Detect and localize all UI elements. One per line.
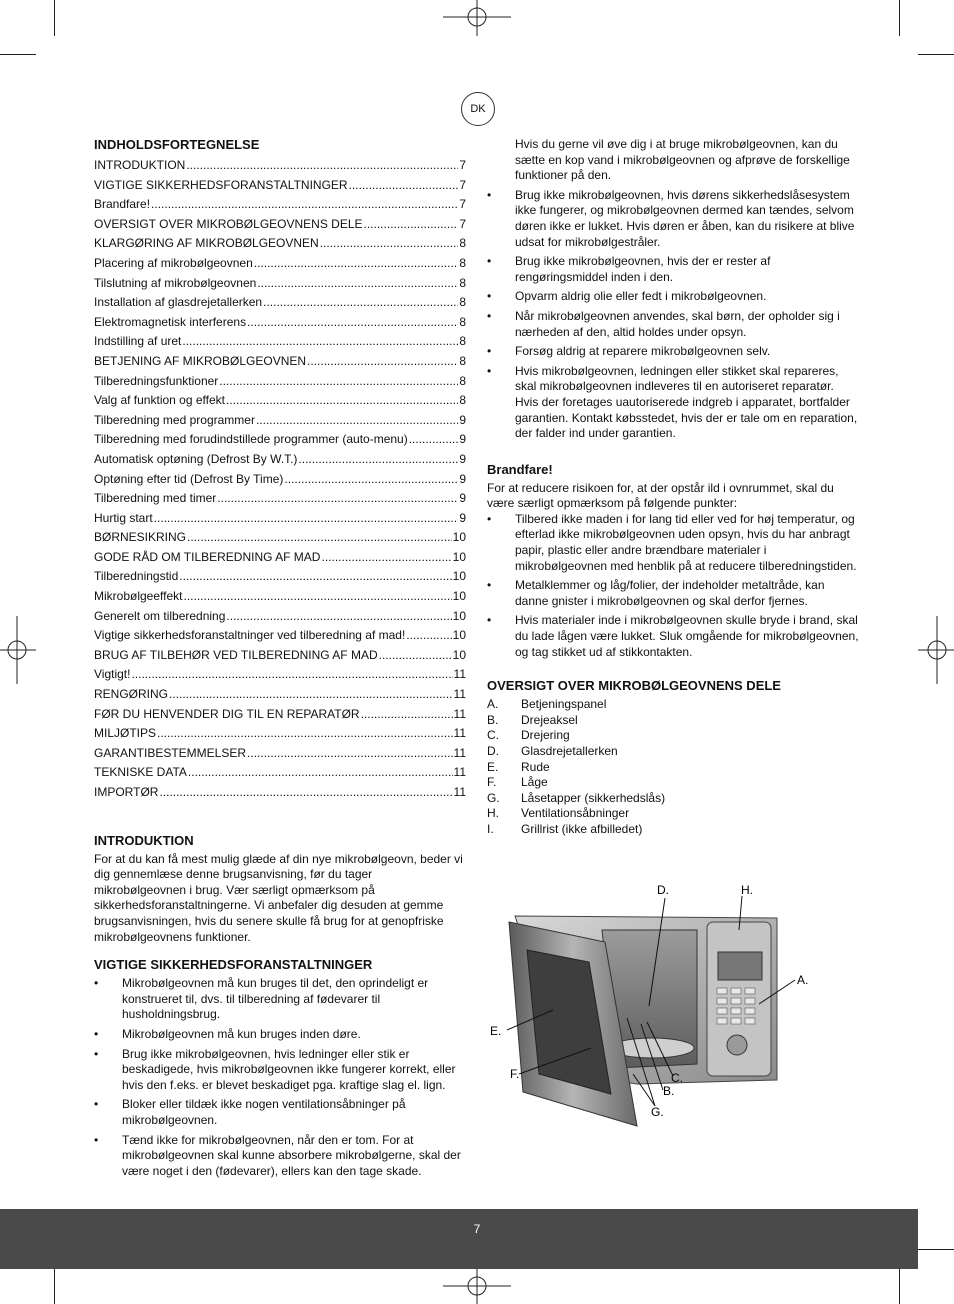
toc-entry-page: 8	[459, 275, 466, 290]
toc-entry-page: 8	[459, 314, 466, 329]
toc-entry-title: Optøning efter tid (Defrost By Time)	[94, 471, 284, 486]
toc-entry-title: Tilberedningsfunktioner	[94, 373, 219, 388]
toc-entry-title: Tilberedning med timer	[94, 491, 217, 506]
toc-leader-dots	[257, 274, 458, 294]
toc-leader-dots	[409, 430, 459, 450]
safety-list-left	[94, 976, 466, 1179]
toc-entry-page: 8	[459, 334, 466, 349]
toc-entry-title: Automatisk optøning (Defrost By W.T.)	[94, 451, 298, 466]
toc-entry	[94, 411, 466, 431]
toc-entry-page: 10	[452, 569, 466, 584]
toc-entry-title: Tilberedningstid	[94, 569, 179, 584]
toc-entry	[94, 313, 466, 333]
part-letter: A.	[487, 697, 499, 712]
toc-entry-page: 7	[459, 197, 466, 212]
toc-leader-dots	[406, 626, 451, 646]
toc-entry-title: GODE RÅD OM TILBEREDNING AF MAD	[94, 549, 321, 564]
toc-entry-title: Tilberedning med forudindstillede programmer (auto-menu)	[94, 432, 408, 447]
toc-entry	[94, 489, 466, 509]
toc-leader-dots	[169, 685, 453, 705]
crop-mark	[0, 54, 36, 55]
part-item	[487, 744, 859, 760]
toc-leader-dots	[183, 587, 451, 607]
page-number: 7	[473, 1222, 481, 1236]
list-item: • Tænd ikke for mikrobølgeovnen, når den er tom. For at mikrobølgeovnen skal kunne absorbere mikrobølgerne, skal der være noget i den (fødevarer), ellers kan den tage skade.	[94, 1133, 466, 1180]
toc-leader-dots	[179, 567, 451, 587]
safety-list-right	[487, 188, 859, 442]
toc-entry-page: 9	[459, 412, 466, 427]
toc-entry	[94, 509, 466, 529]
toc-entry	[94, 176, 466, 196]
toc-entry-title: BØRNESIKRING	[94, 530, 187, 545]
toc-entry-page: 11	[453, 726, 466, 741]
part-letter: I.	[487, 821, 494, 836]
list-item: • Brug ikke mikrobølgeovnen, hvis der er rester af rengøringsmiddel inden i den.	[487, 254, 859, 285]
label-d: D.	[657, 883, 669, 897]
toc-entry	[94, 763, 466, 783]
toc-leader-dots	[217, 489, 458, 509]
toc-leader-dots	[349, 176, 459, 196]
toc-entry-title: Vigtige sikkerhedsforanstaltninger ved tilberedning af mad!	[94, 628, 406, 643]
part-name: Ventilationsåbninger	[521, 806, 630, 821]
part-item	[487, 713, 859, 729]
toc-leader-dots	[131, 665, 452, 685]
toc-leader-dots	[256, 411, 458, 431]
toc-entry	[94, 607, 466, 627]
toc-entry-page: 8	[459, 255, 466, 270]
toc-entry	[94, 685, 466, 705]
part-item	[487, 697, 859, 713]
crop-mark	[899, 1268, 900, 1304]
toc-leader-dots	[186, 156, 458, 176]
left-column	[94, 137, 466, 1183]
toc-entry-title: GARANTIBESTEMMELSER	[94, 745, 247, 760]
toc-entry-page: 8	[459, 353, 466, 368]
toc-leader-dots	[188, 763, 453, 783]
list-item: • Hvis mikrobølgeovnen, ledningen eller stikket skal repareres, skal mikrobølgeovnen indleveres til en autoriseret reparatør. Hvis der foretages uautoriserede indgreb i apparatet, bortfalder garantien. Kontakt købsstedet, hvis der er tale om en reparation, der falder ind under garantien.	[487, 364, 859, 442]
toc-entry	[94, 391, 466, 411]
label-b: B.	[663, 1084, 675, 1098]
toc-entry-page: 8	[459, 393, 466, 408]
right-column	[487, 137, 859, 838]
toc-entry-page: 7	[459, 158, 466, 172]
list-item: • Mikrobølgeovnen må kun bruges inden døre.	[94, 1027, 466, 1043]
toc-entry-title: KLARGØRING AF MIKROBØLGEOVNEN	[94, 236, 319, 251]
toc-entry-title: FØR DU HENVENDER DIG TIL EN REPARATØR	[94, 706, 360, 721]
toc-entry-page: 7	[459, 177, 466, 192]
list-item: • Metalklemmer og låg/folier, der indeholder metaltråde, kan danne gnister i mikrobølgeovnen og skal derfor fjernes.	[487, 578, 859, 609]
list-item: • Når mikrobølgeovnen anvendes, skal børn, der opholder sig i nærheden af den, altid holdes under opsyn.	[487, 309, 859, 340]
language-badge: DK	[461, 92, 495, 126]
toc-entry	[94, 646, 466, 666]
toc-entry	[94, 744, 466, 764]
toc-entry-title: Vigtigt!	[94, 667, 131, 682]
toc-entry-title: Placering af mikrobølgeovnen	[94, 255, 253, 270]
microwave-illustration	[487, 878, 817, 1138]
toc-entry-title: TEKNISKE DATA	[94, 765, 187, 780]
crop-mark	[899, 0, 900, 36]
part-name: Drejering	[521, 728, 570, 743]
toc-entry	[94, 352, 466, 372]
part-name: Låsetapper (sikkerhedslås)	[521, 790, 666, 805]
part-name: Grillrist (ikke afbilledet)	[521, 821, 643, 836]
toc-title: INDHOLDSFORTEGNELSE	[94, 137, 260, 152]
part-name: Låge	[521, 775, 548, 790]
toc-leader-dots	[187, 528, 452, 548]
toc-entry-page: 10	[452, 608, 466, 623]
toc-entry	[94, 195, 466, 215]
toc-leader-dots	[298, 450, 458, 470]
toc-entry	[94, 587, 466, 607]
part-name: Glasdrejetallerken	[521, 744, 618, 758]
part-letter: H.	[487, 806, 499, 821]
toc-entry-page: 7	[459, 216, 466, 231]
crop-mark	[54, 0, 55, 36]
registration-mark	[0, 616, 36, 684]
toc-entry	[94, 274, 466, 294]
toc-entry-title: BETJENING AF MIKROBØLGEOVNEN	[94, 353, 307, 368]
part-name: Rude	[521, 759, 550, 774]
toc-entry	[94, 548, 466, 568]
part-item	[487, 822, 859, 838]
toc-entry-page: 9	[459, 510, 466, 525]
toc-entry-page: 10	[452, 647, 466, 662]
toc-entry-title: Indstilling af uret	[94, 334, 182, 349]
part-name: Drejeaksel	[521, 712, 578, 727]
registration-mark	[443, 1268, 511, 1304]
toc-entry-title: INTRODUKTION	[94, 158, 186, 172]
toc-entry	[94, 470, 466, 490]
toc-entry-title: Generelt om tilberedning	[94, 608, 226, 623]
toc-entry	[94, 254, 466, 274]
list-item: • Brug ikke mikrobølgeovnen, hvis dørens sikkerhedslåsesystem ikke fungerer, og mikrobølgeovnen dermed kan tændes, selvom døren ikke er lukket. Hvis døren er åben, kan du risikere at blive udsat for mikrobølgestråler.	[487, 188, 859, 250]
toc-leader-dots	[226, 391, 458, 411]
part-letter: G.	[487, 790, 500, 805]
label-h: H.	[741, 883, 753, 897]
toc-entry-title: BRUG AF TILBEHØR VED TILBEREDNING AF MAD	[94, 647, 378, 662]
toc-entry-page: 8	[459, 295, 466, 310]
label-f: F.	[510, 1067, 520, 1081]
toc-entry-page: 11	[453, 706, 466, 721]
registration-mark	[443, 0, 511, 36]
safety-continuation: Hvis du gerne vil øve dig i at bruge mikrobølgeovnen, kan du sætte en kop vand i mikrobølgeovnen og afprøve de forskellige funktioner på den.	[515, 137, 850, 183]
toc-entry-title: MILJØTIPS	[94, 726, 157, 741]
part-item	[487, 728, 859, 744]
part-item	[487, 791, 859, 807]
toc-leader-dots	[379, 646, 452, 666]
label-e: E.	[490, 1024, 502, 1038]
toc-leader-dots	[182, 332, 458, 352]
label-a: A.	[797, 973, 809, 987]
footer-bar	[0, 1209, 918, 1269]
toc-entry-page: 9	[459, 491, 466, 506]
part-item	[487, 806, 859, 822]
label-g: G.	[651, 1105, 664, 1119]
parts-title: OVERSIGT OVER MIKROBØLGEOVNENS DELE	[487, 678, 781, 694]
toc-leader-dots	[364, 215, 459, 235]
toc-entry-page: 11	[453, 765, 466, 780]
toc-entry-page: 11	[453, 667, 466, 682]
list-item: • Forsøg aldrig at reparere mikrobølgeovnen selv.	[487, 344, 859, 360]
part-letter: E.	[487, 759, 499, 774]
list-item: • Tilbered ikke maden i for lang tid eller ved for høj temperatur, og efterlad ikke mikrobølgeovnen uden opsyn, hvis du har anbragt papir, plastic eller andre brændbare materialer i mikrobølgeovnen med henblik på at reducere tilberedningstiden.	[487, 512, 859, 574]
toc-leader-dots	[219, 372, 458, 392]
part-item	[487, 775, 859, 791]
part-name: Betjeningspanel	[521, 697, 607, 712]
list-item: • Bloker eller tildæk ikke nogen ventilationsåbninger på mikrobølgeovnen.	[94, 1097, 466, 1128]
toc-entry-title: Valg af funktion og effekt	[94, 393, 225, 408]
part-letter: C.	[487, 728, 499, 743]
fire-list	[487, 512, 859, 660]
toc-entry-title: Elektromagnetisk interferens	[94, 314, 247, 329]
part-letter: D.	[487, 744, 499, 758]
toc-entry	[94, 234, 466, 254]
toc-entry	[94, 430, 466, 450]
crop-mark	[54, 1268, 55, 1304]
toc-leader-dots	[247, 744, 453, 764]
toc-leader-dots	[247, 313, 458, 333]
toc-entry-page: 9	[459, 432, 466, 447]
toc-leader-dots	[263, 293, 458, 313]
dial	[727, 1035, 747, 1055]
toc-entry	[94, 626, 466, 646]
toc-entry	[94, 156, 466, 176]
toc-entry-page: 10	[452, 549, 466, 564]
toc-entry	[94, 293, 466, 313]
toc-entry-page: 11	[453, 687, 466, 702]
part-letter: B.	[487, 712, 499, 727]
list-item: • Brug ikke mikrobølgeovnen, hvis ledninger eller stik er beskadigede, hvis mikrobølgeovnen ikke fungerer korrekt, eller hvis den f.eks. er blevet beskadiget pga. kraftige slag el. lign.	[94, 1047, 466, 1094]
toc-entry-title: Tilslutning af mikrobølgeovnen	[94, 275, 257, 290]
list-item: • Opvarm aldrig olie eller fedt i mikrobølgeovnen.	[487, 289, 859, 305]
toc-entry-page: 8	[459, 373, 466, 388]
toc-leader-dots	[307, 352, 458, 372]
toc-entry-title: OVERSIGT OVER MIKROBØLGEOVNENS DELE	[94, 216, 363, 231]
crop-mark	[918, 1249, 954, 1250]
toc-entry	[94, 783, 466, 803]
toc-entry-page: 9	[459, 451, 466, 466]
toc-leader-dots	[154, 509, 459, 529]
toc-entry	[94, 332, 466, 352]
registration-mark	[918, 616, 954, 684]
intro-text: For at du kan få mest mulig glæde af din nye mikrobølgeovn, beder vi dig gennemlæse denne brugsanvisning, før du tager mikrobølgeovnen i brug. Vær særligt opmærksom på sikkerhedsforanstaltningerne. Vi anbefaler dig desuden at gemme brugsanvisningen, hvis du senere skulle få brug for at genopfriske mikrobølgeovnens funktioner.	[94, 851, 463, 944]
fire-intro: For at reducere risikoen for, at der opstår ild i ovnrummet, skal du være særligt opmærksom på følgende punkter:	[487, 480, 834, 511]
toc-entry	[94, 724, 466, 744]
toc-entry	[94, 372, 466, 392]
toc-entry	[94, 215, 466, 235]
toc-entry-title: Mikrobølgeeffekt	[94, 589, 183, 604]
toc-entry-page: 9	[459, 471, 466, 486]
safety-title: VIGTIGE SIKKERHEDSFORANSTALTNINGER	[94, 957, 373, 973]
toc-entry	[94, 567, 466, 587]
toc-leader-dots	[321, 548, 451, 568]
toc-leader-dots	[151, 195, 458, 215]
list-item: • Hvis materialer inde i mikrobølgeovnen skulle bryde i brand, skal du lade lågen være lukket. Sluk omgående for mikrobølgeovnen, og tag stikket ud af stikkontakten.	[487, 613, 859, 660]
toc-entry-title: Brandfare!	[94, 197, 151, 212]
toc-entry-page: 10	[452, 530, 466, 545]
toc-entry-page: 10	[452, 589, 466, 604]
toc-entry-title: Tilberedning med programmer	[94, 412, 255, 427]
label-c: C.	[671, 1071, 683, 1085]
toc-leader-dots	[361, 705, 453, 725]
fire-title: Brandfare!	[487, 461, 553, 477]
toc-entry-title: VIGTIGE SIKKERHEDSFORANSTALTNINGER	[94, 177, 348, 192]
toc-list	[94, 156, 466, 803]
list-item: • Mikrobølgeovnen må kun bruges til det, den oprindeligt er konstrueret til, dvs. til tilberedning af fødevarer til husholdningsbrug.	[94, 976, 466, 1023]
toc-leader-dots	[159, 783, 452, 803]
toc-entry-page: 10	[452, 628, 466, 643]
toc-entry	[94, 705, 466, 725]
part-letter: F.	[487, 775, 497, 790]
intro-title: INTRODUKTION	[94, 832, 194, 848]
toc-entry-title: Hurtig start	[94, 510, 153, 525]
toc-entry-title: IMPORTØR	[94, 785, 159, 799]
crop-mark	[918, 54, 954, 55]
toc-leader-dots	[157, 724, 453, 744]
toc-entry-title: RENGØRING	[94, 687, 169, 702]
toc-leader-dots	[254, 254, 459, 274]
toc-entry-title: Installation af glasdrejetallerken	[94, 295, 263, 310]
toc-entry-page: 11	[453, 745, 466, 760]
toc-leader-dots	[320, 234, 459, 254]
toc-entry	[94, 450, 466, 470]
toc-entry	[94, 528, 466, 548]
toc-leader-dots	[284, 470, 458, 490]
toc-entry-page: 11	[453, 785, 466, 799]
display	[718, 952, 762, 980]
toc-entry-page: 8	[459, 236, 466, 251]
toc-leader-dots	[226, 607, 451, 627]
part-item	[487, 760, 859, 776]
parts-list	[487, 697, 859, 837]
toc-entry	[94, 665, 466, 685]
